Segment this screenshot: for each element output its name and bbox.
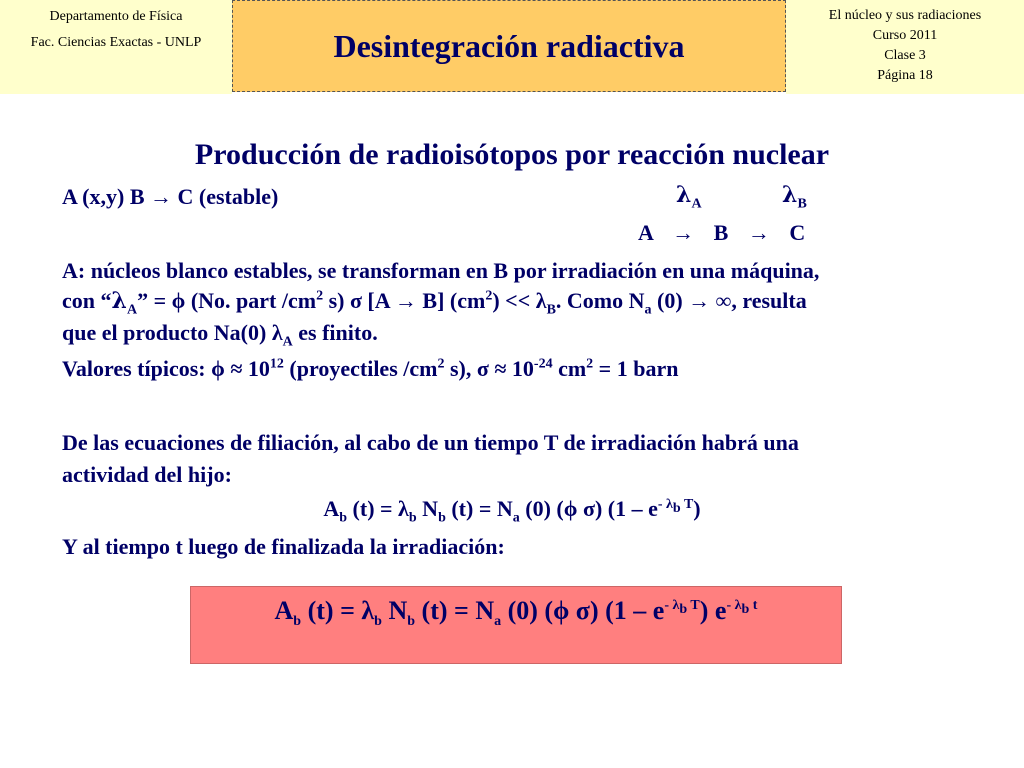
eq2-s2: b: [374, 614, 382, 630]
equation-activity-after-irradiation: [190, 596, 842, 630]
paragraph2-line2: actividad del hijo:: [62, 462, 232, 487]
lambda-a-label: [676, 182, 702, 212]
typ-sup2: 2: [437, 356, 445, 372]
eq1-s4: a: [512, 510, 520, 526]
course-name: El núcleo y sus radiaciones: [828, 8, 982, 23]
eq2-sup1: - λ: [664, 598, 680, 614]
eq2-a: A: [274, 596, 294, 625]
eq1-exponent: [657, 496, 694, 516]
typ-sup3: -24: [533, 356, 553, 372]
eq2-sup1-t: T: [687, 598, 700, 614]
eq1-a: A: [323, 496, 340, 521]
p1-l2-sup2: 2: [485, 288, 493, 304]
eq2-exponent2: [726, 598, 758, 618]
p1-l2-sub: A: [126, 302, 138, 318]
eq2-d: (t) = N: [415, 596, 495, 625]
p1-l2-f: (0) → ∞, resulta: [651, 288, 807, 313]
eq1-s3: b: [438, 510, 446, 526]
slide-title: Desintegración radiactiva: [333, 27, 685, 64]
paragraph1-line1: A: núcleos blanco estables, se transforman en B por irradiación en una máquina,: [62, 258, 820, 283]
eq1-sup-sub: b: [672, 500, 681, 516]
typ-e: = 1 barn: [593, 356, 679, 381]
eq2-s4: a: [494, 614, 502, 630]
p1-l3-b: es finito.: [292, 320, 378, 345]
p1-l3-sub: A: [282, 334, 293, 350]
eq2-sup2-sub: b: [741, 602, 750, 618]
eq2-s1: b: [293, 614, 302, 630]
eq1-s1: b: [339, 510, 348, 526]
p1-l2-d: ) << λ: [492, 288, 547, 313]
eq2-s3: b: [407, 614, 416, 630]
reaction-line: A (x,y) B → C (estable): [62, 184, 279, 209]
p1-l2-lambda: λ: [111, 288, 127, 314]
eq1-d: (t) = N: [445, 496, 513, 521]
eq1-c: N: [416, 496, 439, 521]
p1-l2-a: con “: [62, 288, 112, 313]
faculty-label: Fac. Ciencias Exactas - UNLP: [30, 35, 202, 50]
equation-activity-irradiation: [0, 496, 1024, 526]
paragraph1-line3: [62, 320, 378, 350]
eq1-sup-t: T: [680, 496, 694, 512]
p1-l2-c: s) σ [A → B] (cm: [323, 288, 486, 313]
department-label: Departamento de Física: [49, 9, 183, 24]
typ-sup1: 12: [269, 356, 284, 372]
eq2-f: ) e: [699, 596, 727, 625]
lambda-a-sub: A: [691, 196, 702, 212]
eq2-sup2: - λ: [726, 598, 742, 614]
p1-l2-sup: 2: [316, 288, 324, 304]
typ-a: Valores típicos: ϕ ≈ 10: [62, 356, 270, 381]
eq2-sup2-t: t: [749, 598, 758, 614]
eq2-b: (t) = λ: [301, 596, 375, 625]
class-number: Clase 3: [884, 48, 926, 63]
paragraph2-line1: De las ecuaciones de filiación, al cabo de un tiempo T de irradiación habrá una: [62, 430, 799, 455]
typ-sup4: 2: [586, 356, 594, 372]
eq1-e: (0) (ϕ σ) (1 – e: [519, 496, 658, 521]
lambda-b-label: [782, 182, 807, 212]
p1-l2-b: ” = ϕ (No. part /cm: [137, 288, 317, 313]
typ-b: (proyectiles /cm: [283, 356, 438, 381]
typ-c: s), σ ≈ 10: [444, 356, 534, 381]
typical-values-line: [62, 356, 678, 382]
paragraph1-line2: [62, 288, 807, 318]
eq2-sup1-sub: b: [679, 602, 688, 618]
lambda-b-symbol: λ: [782, 182, 798, 208]
decay-chain: A → B → C: [638, 220, 806, 245]
typ-d: cm: [552, 356, 587, 381]
section-heading: Producción de radioisótopos por reacción nuclear: [194, 138, 830, 171]
eq1-s2: b: [408, 510, 417, 526]
eq2-exponent1: [664, 598, 700, 618]
eq2-c: N: [381, 596, 408, 625]
p1-l3-a: que el producto Na(0) λ: [62, 320, 283, 345]
course-year: Curso 2011: [872, 28, 938, 43]
lambda-b-sub: B: [797, 196, 807, 212]
lambda-a-symbol: λ: [676, 182, 692, 208]
eq2-e: (0) (ϕ σ) (1 – e: [501, 596, 665, 625]
p1-l2-e: . Como N: [555, 288, 645, 313]
eq1-sup: - λ: [657, 496, 673, 512]
page-number: Página 18: [877, 68, 933, 83]
eq1-f: ): [693, 496, 701, 521]
p1-l2-sub2: B: [546, 302, 556, 318]
p1-l2-sub3: a: [644, 302, 652, 318]
paragraph3: Y al tiempo t luego de finalizada la irradiación:: [62, 534, 505, 559]
eq1-b: (t) = λ: [347, 496, 409, 521]
